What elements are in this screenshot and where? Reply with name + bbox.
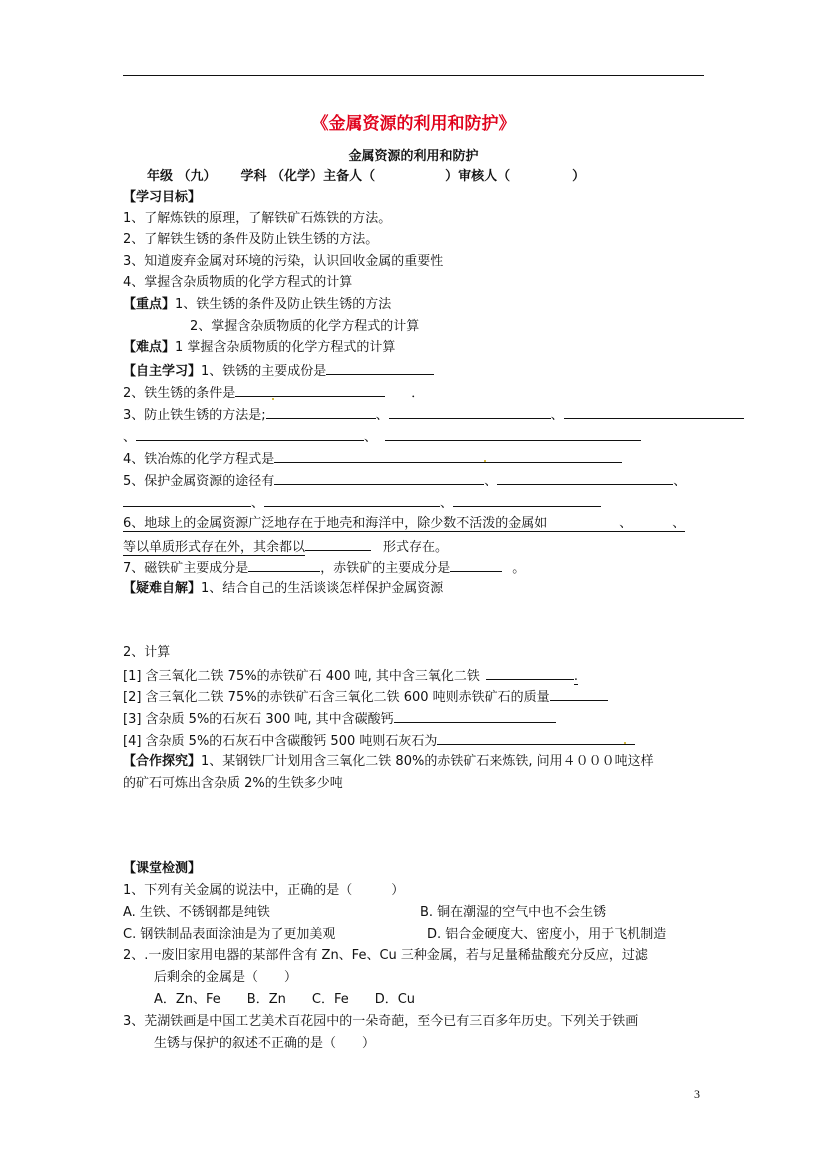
check-q3-line-1: 3、芜湖铁画是中国工艺美术百花园中的一朵奇葩，至今已有三百多年历史。下列关于铁画 (123, 1014, 639, 1029)
separator: 、 (484, 474, 498, 489)
check-q1-option-c: C. 钢铁制品表面涂油是为了更加美观 (123, 927, 336, 942)
separator: 、 (251, 496, 265, 511)
coop-heading: 【合作探究】 (123, 754, 202, 769)
answer-blank[interactable] (437, 730, 635, 745)
self-study-q2 (123, 382, 424, 404)
doubt-heading: 【疑难自解】 (123, 581, 202, 596)
key-point-item: 1、铁生锈的条件及防止铁生锈的方法 (175, 297, 392, 312)
question-text: 6、地球上的金属资源广泛地存在于地壳和海洋中，除少数不活泼的金属如 (123, 516, 548, 531)
header-rule (123, 75, 704, 76)
answer-blank[interactable] (264, 492, 440, 507)
answer-blank[interactable] (394, 708, 556, 723)
question-text: [1] 含三氧化二铁 75%的赤铁矿石 400 吨, 其中含三氧化二铁 (123, 669, 480, 684)
question-end: 。 (512, 561, 526, 576)
answer-blank[interactable] (305, 536, 371, 551)
difficulty-heading: 【难点】 (123, 340, 176, 355)
self-study-q5-cont (123, 492, 601, 514)
calc-item-1 (123, 665, 578, 687)
grade-label: 年级 （九） (147, 169, 217, 184)
difficulty (123, 338, 395, 358)
answer-blank[interactable] (123, 492, 251, 507)
calc-item-3 (123, 708, 556, 730)
answer-blank[interactable] (136, 426, 364, 441)
check-q2-line-2: 后剩余的金属是（ ） (154, 970, 298, 985)
doubt-section (123, 579, 443, 599)
goal-item: 1、了解炼铁的原理，了解铁矿石炼铁的方法。 (123, 211, 392, 226)
question-text: ，赤铁矿的主要成分是 (320, 561, 451, 576)
reviewer-label: 审核人（ (458, 169, 511, 184)
question-end: . (573, 669, 579, 684)
page-number: 3 (694, 1087, 700, 1101)
separator: 、 (375, 408, 389, 423)
answer-blank[interactable] (389, 404, 551, 419)
info-line (147, 167, 585, 187)
answer-blank[interactable] (450, 557, 502, 572)
question-text: 4、铁冶炼的化学方程式是 (123, 452, 275, 467)
separator: 、 (672, 516, 686, 531)
self-study-heading: 【自主学习】 (123, 364, 202, 379)
check-q2-line-1: 2、.一废旧家用电器的某部件含有 Zn、Fe、Cu 三种金属，若与足量稀盐酸充分反应，过滤 (123, 948, 648, 963)
question-text: 5、保护金属资源的途径有 (123, 474, 275, 489)
answer-blank[interactable] (453, 492, 601, 507)
goal-item: 4、掌握含杂质物质的化学方程式的计算 (123, 275, 353, 290)
question-text: 形式存在。 (383, 540, 449, 555)
check-q1: 1、下列有关金属的说法中，正确的是（ ） (123, 883, 405, 898)
answer-blank[interactable] (248, 557, 320, 572)
separator: 、 (550, 408, 564, 423)
reviewer-close: ） (572, 169, 586, 184)
key-points (123, 295, 391, 315)
goal-item: 2、了解铁生锈的条件及防止铁生锈的方法。 (123, 232, 379, 247)
question-text: [2] 含三氧化二铁 75%的赤铁矿石含三氧化二铁 600 吨则赤铁矿石的质量 (123, 690, 550, 705)
question-text: 1、铁锈的主要成份是 (201, 364, 327, 379)
self-study-q6 (123, 514, 685, 532)
answer-blank[interactable] (326, 360, 434, 375)
question-text: 3、防止铁生锈的方法是; (123, 408, 266, 423)
scan-speck (484, 460, 486, 462)
self-study-q4 (123, 448, 622, 470)
key-points-heading: 【重点】 (123, 297, 176, 312)
answer-blank[interactable] (385, 426, 641, 441)
self-study-q7 (123, 557, 525, 579)
self-study-q1 (123, 360, 434, 382)
calc-item-4 (123, 730, 635, 752)
check-q1-option-d: D. 铝合金硬度大、密度小，用于飞机制造 (427, 927, 667, 942)
check-q1-option-a: A. 生铁、不锈钢都是纯铁 (123, 905, 270, 920)
check-q2-options: A．Zn、Fe B．Zn C．Fe D．Cu (154, 992, 416, 1007)
coop-line-2: 的矿石可炼出含杂质 2%的生铁多少吨 (123, 776, 343, 791)
answer-blank[interactable] (274, 448, 622, 463)
answer-blank[interactable] (486, 665, 574, 680)
separator: 、 (364, 430, 378, 445)
self-study-q6-cont (123, 536, 448, 558)
answer-blank[interactable] (497, 470, 673, 485)
separator: 、 (440, 496, 454, 511)
separator: 、 (123, 430, 137, 445)
preparer-close: ） (445, 169, 459, 184)
question-text: [3] 含杂质 5%的石灰石 300 吨, 其中含碳酸钙 (123, 712, 394, 727)
calc-heading: 2、计算 (123, 645, 171, 660)
coop-line-1 (123, 752, 654, 772)
scan-speck (624, 742, 626, 744)
answer-blank[interactable] (564, 404, 744, 419)
self-study-q3 (123, 404, 744, 426)
question-text: 等以单质形式存在外，其余都以 (123, 540, 306, 555)
scan-speck (272, 398, 274, 400)
question-text: [4] 含杂质 5%的石灰石中含碳酸钙 500 吨则石灰石为 (123, 734, 438, 749)
separator: 、 (673, 474, 687, 489)
question-end: ． (411, 386, 425, 401)
question-text: 1、某钢铁厂计划用含三氧化二铁 80%的赤铁矿石来炼铁, 问用４０００吨这样 (201, 754, 654, 769)
subject-label: 学科 （化学） (240, 169, 324, 184)
check-heading: 【课堂检测】 (123, 861, 202, 876)
answer-blank[interactable] (235, 382, 385, 397)
self-study-q5 (123, 470, 686, 492)
key-point-item: 2、掌握含杂质物质的化学方程式的计算 (190, 319, 420, 334)
goals-heading: 【学习目标】 (123, 190, 202, 205)
answer-blank[interactable] (550, 686, 608, 701)
check-q3-line-2: 生锈与保护的叙述不正确的是（ ） (154, 1036, 376, 1051)
question-text: 1、结合自己的生活谈谈怎样保护金属资源 (201, 581, 444, 596)
goal-item: 3、知道废弃金属对环境的污染，认识回收金属的重要性 (123, 254, 444, 269)
separator: 、 (619, 516, 633, 531)
main-title: 《金属资源的利用和防护》 (311, 114, 516, 134)
calc-item-2 (123, 686, 608, 708)
question-text: 2、铁生锈的条件是 (123, 386, 236, 401)
sub-title: 金属资源的利用和防护 (348, 149, 479, 164)
answer-blank[interactable] (274, 470, 484, 485)
check-q1-option-b: B. 铜在潮湿的空气中也不会生锈 (420, 905, 607, 920)
answer-blank[interactable] (266, 404, 376, 419)
difficulty-item: 1 掌握含杂质物质的化学方程式的计算 (175, 340, 396, 355)
self-study-q3-cont (123, 426, 641, 448)
question-text: 7、磁铁矿主要成分是 (123, 561, 249, 576)
preparer-label: 主备人（ (323, 169, 376, 184)
